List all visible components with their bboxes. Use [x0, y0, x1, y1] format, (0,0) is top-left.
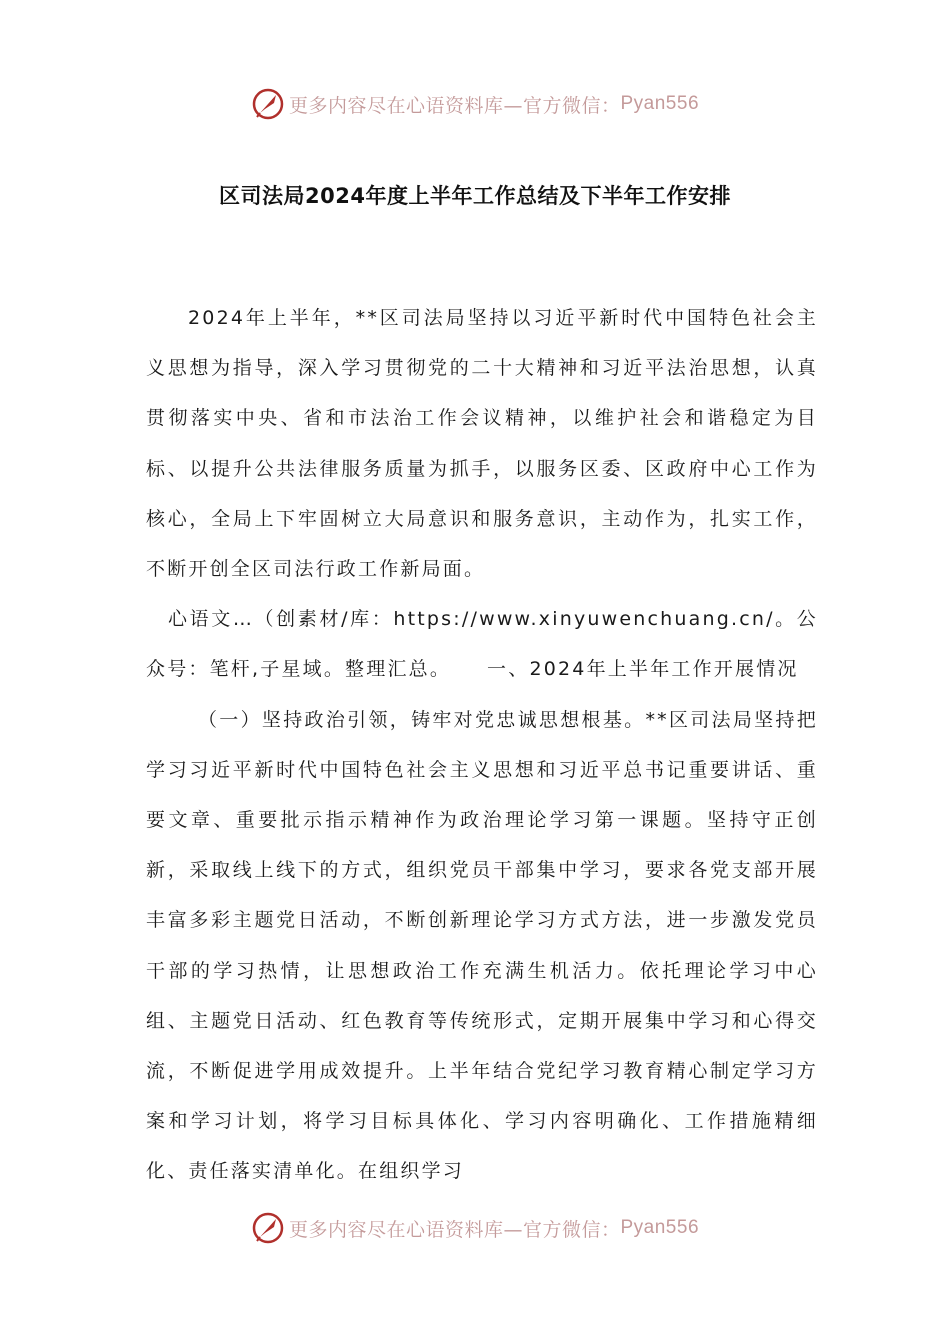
paragraph-source-note — [146, 594, 818, 694]
header-banner — [0, 84, 950, 124]
paragraph-intro: 2024年上半年，**区司法局坚持以习近平新时代中国特色社会主义思想为指导，深入学习贯彻党的二十大精神和习近平法治思想，认真贯彻落实中央、省和市法治工作会议精神，以维护社会和谐稳定为目标、以提升公共法律服务质量为抓手，以服务区委、区政府中心工作为核心，全局上下牢固树立大局意识和服务意识，主动作为，扎实工作，不断开创全区司法行政工作新局面。 — [146, 307, 818, 581]
header-banner-text: 更多内容尽在心语资料库—官方微信： — [288, 94, 621, 117]
document-body — [146, 293, 818, 1197]
footer-banner — [0, 1208, 950, 1248]
footer-banner-text: 更多内容尽在心语资料库—官方微信： — [288, 1218, 621, 1241]
section-heading-1: 一、2024年上半年工作开展情况 — [487, 658, 799, 681]
quill-logo-icon — [251, 1211, 285, 1245]
paragraph-political-guidance: （一）坚持政治引领，铸牢对党忠诚思想根基。**区司法局坚持把学习习近平新时代中国特色社会主义思想和习近平总书记重要讲话、重要文章、重要批示指示精神作为政治理论学习第一课题。坚持守正创新，采取线上线下的方式，组织党员干部集中学习，要求各党支部开展丰富多彩主题党日活动，不断创新理论学习方式方法，进一步激发党员干部的学习热情，让思想政治工作充满生机活力。依托理论学习中心组、主题党日活动、红色教育等传统形式，定期开展集中学习和心得交流，不断促进学用成效提升。上半年结合党纪学习教育精心制定学习方案和学习计划，将学习目标具体化、学习内容明确化、工作措施精细化、责任落实清单化。在组织学习 — [146, 708, 818, 1183]
source-note-text: 心语文…（创素材/库：https://www.xinyuwenchuang.cn/。公众号：笔杆,子星域。整理汇总。 — [146, 608, 818, 681]
document-title: 区司法局2024年度上半年工作总结及下半年工作安排 — [219, 184, 731, 208]
footer-wechat-id: Pyan556 — [620, 1217, 700, 1238]
header-wechat-id: Pyan556 — [620, 93, 700, 114]
quill-logo-icon — [251, 87, 285, 121]
